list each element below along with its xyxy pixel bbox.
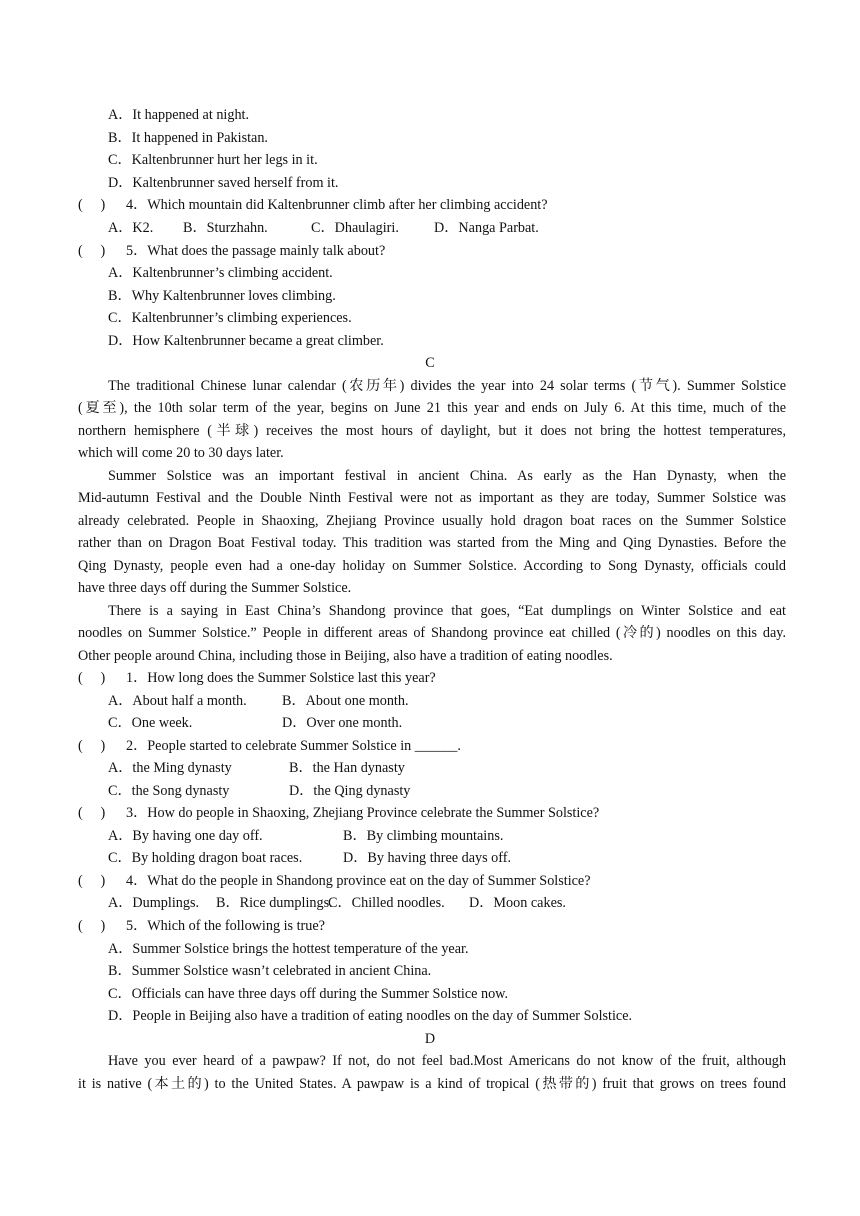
option: C．Officials can have three days off during the Summer Solstice now.: [108, 986, 509, 1002]
options-row: [108, 757, 816, 780]
question-5: [78, 915, 786, 938]
option: D．the Qing dynasty: [289, 783, 411, 799]
answer-blank[interactable]: ( ): [78, 243, 106, 259]
option: D．Moon cakes.: [469, 895, 566, 911]
question-2: [78, 735, 786, 758]
section-heading-c: C: [425, 355, 435, 371]
paragraph-line: have three days off during the Summer Solstice.: [78, 580, 352, 596]
option: D．How Kaltenbrunner became a great climber.: [108, 333, 384, 349]
paragraph-line: (夏至), the 10th solar term of the year, begins on June 21 this year and ends on July 6. At this time, much of the: [78, 400, 786, 416]
paragraph-line: Qing Dynasty, people even had a one-day holiday on Summer Solstice. According to Song Dynasty, officials could: [78, 558, 786, 574]
options-row: [108, 892, 816, 915]
options-row: [108, 847, 816, 870]
options-row: [108, 825, 816, 848]
question-4: [78, 194, 786, 217]
option: A．Summer Solstice brings the hottest temperature of the year.: [108, 941, 469, 957]
paragraph-line: Mid-autumn Festival and the Double Ninth Festival were not as important as they are today, Summer Solstice was: [78, 490, 786, 506]
answer-blank[interactable]: ( ): [78, 918, 106, 934]
option: C．Kaltenbrunner’s climbing experiences.: [108, 310, 352, 326]
question-3: [78, 802, 786, 825]
option: A．By having one day off.: [108, 828, 263, 844]
answer-blank[interactable]: ( ): [78, 805, 106, 821]
answer-blank[interactable]: ( ): [78, 197, 106, 213]
option: C．Dhaulagiri.: [311, 220, 399, 236]
paragraph-line: Summer Solstice was an important festival in ancient China. As early as the Han Dynasty, when the: [108, 468, 786, 484]
option: B．Summer Solstice wasn’t celebrated in ancient China.: [108, 963, 432, 979]
option: B．About one month.: [282, 693, 409, 709]
question-stem: 5．Which of the following is true?: [126, 918, 325, 934]
option: B．Why Kaltenbrunner loves climbing.: [108, 288, 336, 304]
paragraph-line: noodles on Summer Solstice.” People in different areas of Shandong province eat chilled (冷的) noodles on this day.: [78, 625, 786, 641]
question-1: [78, 667, 786, 690]
question-stem: 4．What do the people in Shandong province eat on the day of Summer Solstice?: [126, 873, 591, 889]
option: D．People in Beijing also have a tradition of eating noodles on the day of Summer Solstice.: [108, 1008, 633, 1024]
option: D．Over one month.: [282, 715, 403, 731]
option: A．Dumplings.: [108, 895, 200, 911]
paragraph-line: Other people around China, including those in Beijing, also have a tradition of eating noodles.: [78, 648, 613, 664]
option: D．Kaltenbrunner saved herself from it.: [108, 175, 339, 191]
answer-blank[interactable]: ( ): [78, 873, 106, 889]
question-5: [78, 240, 786, 263]
option: D．By having three days off.: [343, 850, 511, 866]
options-row: [108, 217, 816, 240]
question-stem: 1．How long does the Summer Solstice last this year?: [126, 670, 436, 686]
options-row: [108, 712, 816, 735]
option: B．Rice dumplings.: [216, 895, 333, 911]
option: C．Chilled noodles.: [328, 895, 445, 911]
question-stem: 2．People started to celebrate Summer Solstice in ______.: [126, 738, 461, 754]
paragraph-line: There is a saying in East China’s Shandong province that goes, “Eat dumplings on Winter Solstice and eat: [108, 603, 786, 619]
option: A．the Ming dynasty: [108, 760, 232, 776]
option: B．It happened in Pakistan.: [108, 130, 268, 146]
option: A．K2.: [108, 220, 154, 236]
option: B．the Han dynasty: [289, 760, 405, 776]
option: C．the Song dynasty: [108, 783, 230, 799]
option: C．By holding dragon boat races.: [108, 850, 303, 866]
paragraph-line: northern hemisphere (半球) receives the most hours of daylight, but it does not bring the hottest temperatures,: [78, 423, 786, 439]
answer-blank[interactable]: ( ): [78, 670, 106, 686]
options-row: [108, 780, 816, 803]
question-stem: 4．Which mountain did Kaltenbrunner climb after her climbing accident?: [126, 197, 548, 213]
option: C．One week.: [108, 715, 193, 731]
option: B．By climbing mountains.: [343, 828, 504, 844]
option: B．Sturzhahn.: [183, 220, 268, 236]
paragraph-line: The traditional Chinese lunar calendar (农历年) divides the year into 24 solar terms (节气). Summer Solstice: [108, 378, 786, 394]
question-stem: 3．How do people in Shaoxing, Zhejiang Province celebrate the Summer Solstice?: [126, 805, 600, 821]
paragraph-line: already celebrated. People in Shaoxing, Zhejiang Province usually hold dragon boat races on the Summer Solstice: [78, 513, 786, 529]
paragraph-line: rather than on Dragon Boat Festival today. This tradition was started from the Ming and Qing Dynasties. Before the: [78, 535, 786, 551]
option: A．Kaltenbrunner’s climbing accident.: [108, 265, 333, 281]
answer-blank[interactable]: ( ): [78, 738, 106, 754]
option: A．It happened at night.: [108, 107, 250, 123]
paragraph-line: which will come 20 to 30 days later.: [78, 445, 284, 461]
option: D．Nanga Parbat.: [434, 220, 539, 236]
section-heading-d: D: [424, 1031, 436, 1047]
paragraph-line: Have you ever heard of a pawpaw? If not, do not feel bad.Most Americans do not know of the fruit, although: [108, 1053, 786, 1069]
option: C．Kaltenbrunner hurt her legs in it.: [108, 152, 318, 168]
options-row: [108, 690, 816, 713]
option: A．About half a month.: [108, 693, 247, 709]
paragraph-line: it is native (本土的) to the United States. A pawpaw is a kind of tropical (热带的) fruit that grows on trees found: [78, 1076, 786, 1092]
question-stem: 5．What does the passage mainly talk about?: [126, 243, 386, 259]
question-4: [78, 870, 786, 893]
